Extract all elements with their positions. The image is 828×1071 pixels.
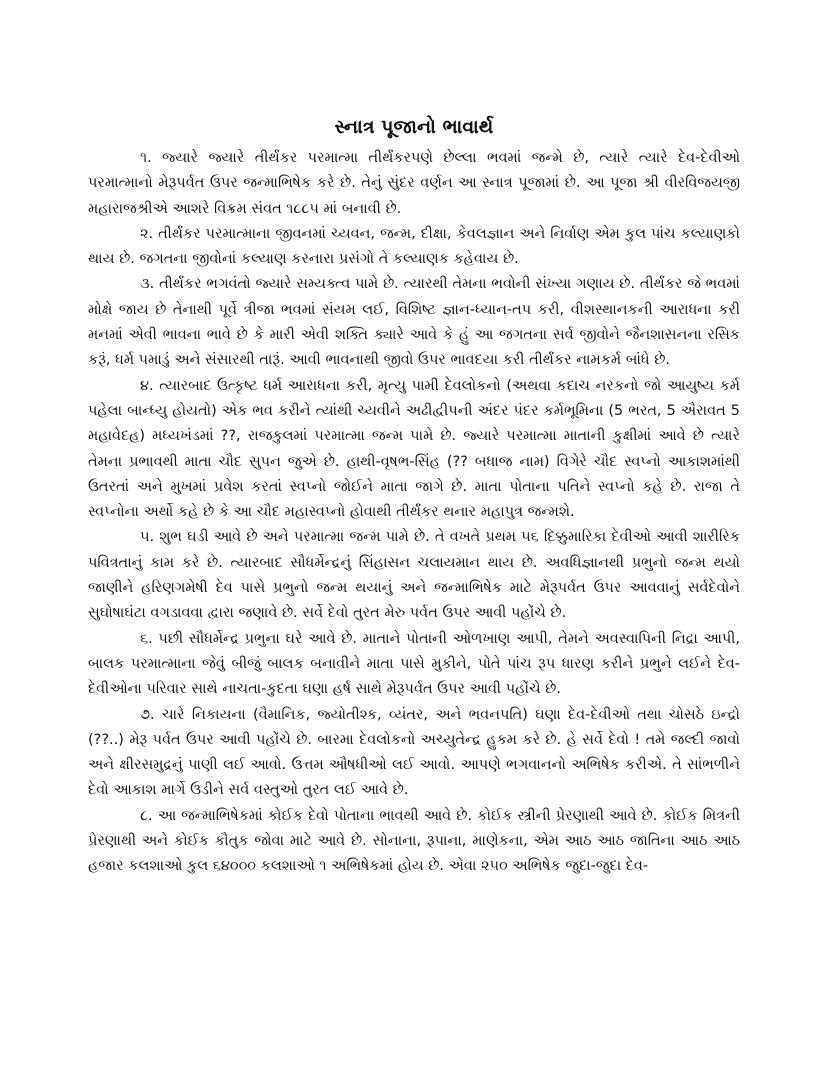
paragraph-7: ૭. ચારે નિકાયના (વૈમાનિક, જ્યોતીશ્ક, વ્યંતર, અને ભવનપતિ) ઘણા દેવ-દેવીઓ તથા ચોસઠે ઇન્દ્રો (??..) મેરૂ પર્વત ઉપર આવી પહોંચે છે. બારમા દેવલોકનો અચ્યુતેન્દ્ર હુકમ કરે છે. હે સર્વે દેવો ! તમે જલ્દી જાવો અને ક્ષીરસમુદ્રનું પાણી લઈ આવો. ઉત્તમ ઔષધીઓ લઈ આવો. આપણે ભગવાનનો અભિષેક કરીએ. તે સાંભળીને દેવો આકાશ માર્ગે ઉડીને સર્વ વસ્તુઓ તુરત લઈ આવે છે.: [88, 706, 740, 799]
paragraph-5: ૫. શુભ ઘડી આવે છે અને પરમાત્મા જન્મ પામે છે. તે વખતે પ્રથમ ૫૬ દિક્કુમારિકા દેવીઓ આવી શારીરિક પવિત્રતાનું કામ કરે છે. ત્યારબાદ સૌધર્મેન્દ્રનું સિંહાસન ચલાયમાન થાય છે. અવધિજ્ઞાનથી પ્રભુનો જન્મ થયો જાણીને હરિણગમેષી દેવ પાસે પ્રભુનો જન્મ થયાનું અને જન્માભિષેક માટે મેરૂપર્વત ઉપર આવવાનું સર્વદેવોને સુઘોષાઘંટા વગડાવવા દ્વારા જણાવે છે. સર્વે દેવો તુરત મેરુ પર્વત ઉપર આવી પહોંચે છે.: [88, 529, 740, 622]
paragraph-1: ૧. જ્યારે જ્યારે તીર્થંકર પરમાત્મા તીર્થંકરપણે છેલ્લા ભવમાં જન્મે છે, ત્યારે ત્યારે દેવ-દેવીઓ પરમાત્માનો મેરૂપર્વત ઉપર જન્માભિષેક કરે છે. તેનું સુંદર વર્ણન આ સ્નાત્ર પૂજામાં છે. આ પૂજા શ્રી વીરવિજયજી મહારાજશ્રીએ આશરે વિક્રમ સંવત ૧૮૮૫ માં બનાવી છે.: [88, 150, 740, 217]
paragraph-4: ૪. ત્યારબાદ ઉત્કૃષ્ટ ધર્મ આરાધના કરી, મૃત્યુ પામી દેવલોકનો (અથવા કદાચ નરકનો જો આયુષ્ય કર્મ પહેલા બાન્ધ્યુ હોયતો) એક ભવ કરીને ત્યાંથી ચ્યવીને અઢીદ્વીપની અંદર પંદર કર્મભૂમિના (5 ભરત, 5 ઐરાવત 5 મહાવેદહ) મધ્યખંડમાં ??, રાજકુલમાં પરમાત્મા જન્મ પામે છે. જ્યારે પરમાત્મા માતાની કુક્ષીમાં આવે છે ત્યારે તેમના પ્રભાવથી માતા ચૌદ સુપન જુએ છે. હાથી-વૃષભ-સિંહ (?? બધાજ નામ) વિગેરે ચૌદ સ્વપ્નો આકાશમાંથી ઉતરતાં અને મુખમાં પ્રવેશ કરતાં સ્વપ્નો જોઈને માતા જાગે છે. માતા પોતાના પતિને સ્વપ્નો કહે છે. રાજા તે સ્વપ્નોના અર્થો કહે છે કે આ ચૌદ મહાસ્વપ્નો હોવાથી તીર્થંકર થનાર મહાપુત્ર જન્મશે.: [88, 377, 740, 521]
paragraph-3: ૩. તીર્થંકર ભગવંતો જ્યારે સમ્યક્ત્વ પામે છે. ત્યારથી તેમના ભવોની સંખ્યા ગણાય છે. તીર્થંકર જે ભવમાં મોક્ષે જાય છે તેનાથી પૂર્વે ત્રીજા ભવમાં સંયમ લઈ, વિશિષ્ટ જ્ઞાન-ધ્યાન-તપ કરી, વીશસ્થાનકની આરાધના કરી મનમાં એવી ભાવના ભાવે છે કે મારી એવી શક્તિ ક્યારે આવે કે હું આ જગતના સર્વ જીવોને જૈનશાસનના રસિક કરૂં, ધર્મ પમાડું અને સંસારથી તારૂં. આવી ભાવનાથી જીવો ઉપર ભાવદયા કરી તીર્થંકર નામકર્મ બાંધે છે.: [88, 276, 740, 369]
paragraph-2: ૨. તીર્થંકર પરમાત્માના જીવનમાં ચ્યવન, જન્મ, દીક્ષા, કેવલજ્ઞાન અને નિર્વાણ એમ કુલ પાંચ કલ્યાણકો થાય છે. જગતના જીવોનાં કલ્યાણ કરનારા પ્રસંગો તે કલ્યાણક કહેવાય છે.: [88, 225, 740, 268]
document-body: [88, 146, 740, 880]
paragraph-8: ૮. આ જન્માભિષેકમાં કોઈક દેવો પોતાના ભાવથી આવે છે. કોઈક સ્ત્રીની પ્રેરણાથી આવે છે. કોઈક મિત્રની પ્રેરણાથી અને કોઈક કૌતુક જોવા માટે આવે છે. સોનાના, રૂપાના, માણેકના, એમ આઠ આઠ જાતિના આઠ આઠ હજાર કલશાઓ કુલ ૬૪૦૦૦ કલશાઓ ૧ અભિષેકમાં હોય છે. એવા ૨૫૦ અભિષેક જુદા-જુદા દેવ-: [88, 807, 740, 875]
paragraph-6: ૬. પછી સૌધર્મેન્દ્ર પ્રભુના ઘરે આવે છે. માતાને પોતાની ઓળખાણ આપી, તેમને અવસ્વાપિની નિદ્રા આપી, બાલક પરમાત્માના જેવું બીજું બાલક બનાવીને માતા પાસે મુકીને, પોતે પાંચ રૂપ ધારણ કરીને પ્રભુને લઈને દેવ-દેવીઓના પરિવાર સાથે નાચતા-કુદતા ઘણા હર્ષ સાથે મેરૂપર્વત ઉપર આવી પહોંચે છે.: [88, 630, 740, 698]
page-title: સ્નાત્ર પૂજાનો ભાવાર્થ: [334, 116, 494, 138]
